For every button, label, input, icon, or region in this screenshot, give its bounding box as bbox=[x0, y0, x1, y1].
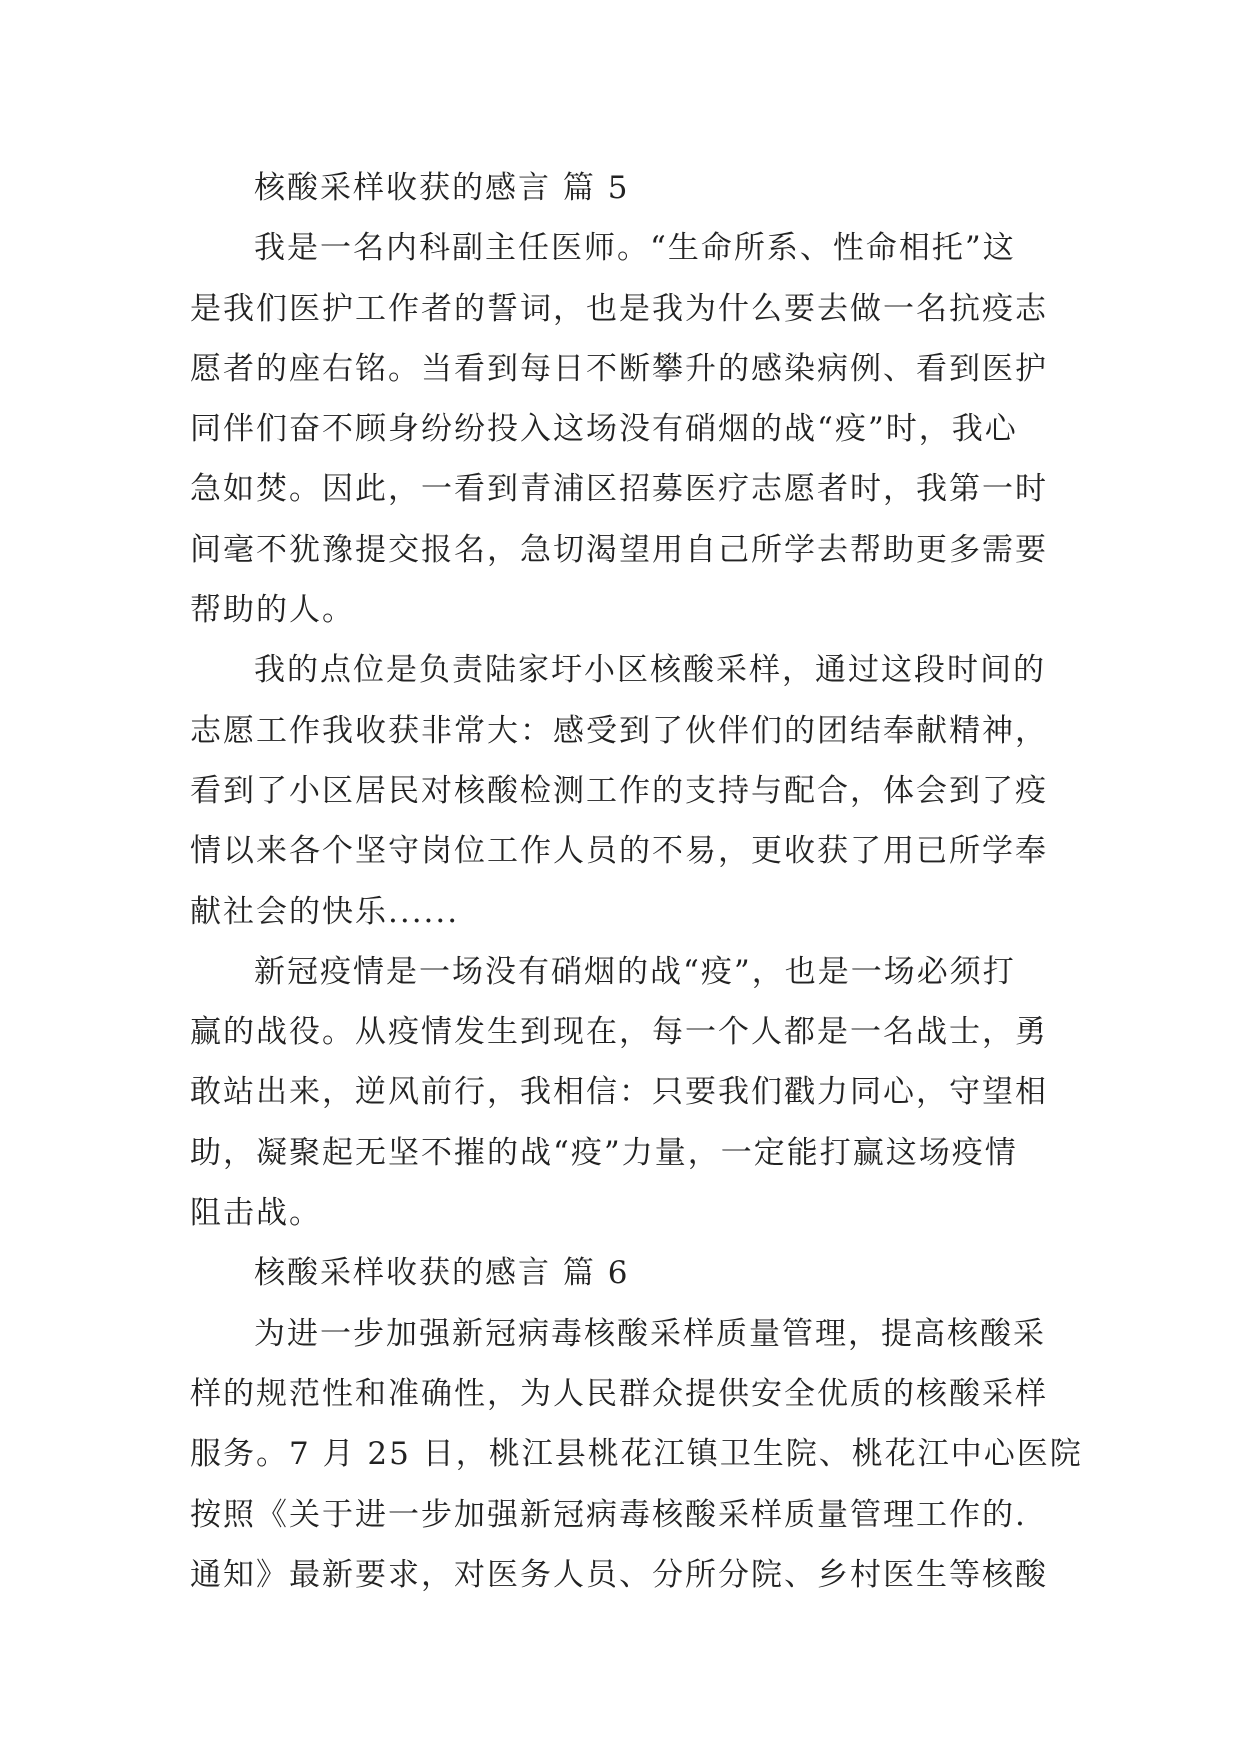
paragraph-line: 急如焚。因此，一看到青浦区招募医疗志愿者时，我第一时 bbox=[190, 471, 1048, 508]
paragraph-line: 我是一名内科副主任医师。“生命所系、性命相托”这 bbox=[254, 230, 1016, 267]
paragraph-line: 按照《关于进一步加强新冠病毒核酸采样质量管理工作的. bbox=[190, 1496, 1027, 1533]
paragraph-line: 是我们医护工作者的誓词，也是我为什么要去做一名抗疫志 bbox=[190, 290, 1048, 327]
paragraph-line: 通知》最新要求，对医务人员、分所分院、乡村医生等核酸 bbox=[190, 1556, 1048, 1593]
paragraph-line: 服务。7 月 25 日，桃江县桃花江镇卫生院、桃花江中心医院 bbox=[190, 1436, 1083, 1473]
paragraph-line: 看到了小区居民对核酸检测工作的支持与配合，体会到了疫 bbox=[190, 772, 1048, 809]
paragraph-line: 新冠疫情是一场没有硝烟的战“疫”，也是一场必须打 bbox=[254, 953, 1016, 990]
document-body bbox=[190, 158, 1083, 1605]
paragraph-line: 同伴们奋不顾身纷纷投入这场没有硝烟的战“疫”时，我心 bbox=[190, 411, 1018, 448]
paragraph-line: 助，凝聚起无坚不摧的战“疫”力量，一定能打赢这场疫情 bbox=[190, 1134, 1018, 1171]
paragraph-line: 帮助的人。 bbox=[190, 592, 355, 629]
paragraph-line: 间毫不犹豫提交报名，急切渴望用自己所学去帮助更多需要 bbox=[190, 531, 1048, 568]
section-heading-5: 核酸采样收获的感言 篇 5 bbox=[254, 170, 630, 206]
section-heading-6: 核酸采样收获的感言 篇 6 bbox=[254, 1255, 630, 1292]
paragraph-line: 样的规范性和准确性，为人民群众提供安全优质的核酸采样 bbox=[190, 1375, 1048, 1412]
paragraph-line: 赢的战役。从疫情发生到现在，每一个人都是一名战士，勇 bbox=[190, 1014, 1048, 1051]
paragraph-line: 献社会的快乐...... bbox=[190, 893, 460, 930]
paragraph-line: 为进一步加强新冠病毒核酸采样质量管理，提高核酸采 bbox=[254, 1315, 1046, 1352]
paragraph-line: 阻击战。 bbox=[190, 1195, 322, 1232]
paragraph-line: 志愿工作我收获非常大：感受到了伙伴们的团结奉献精神， bbox=[190, 712, 1048, 749]
paragraph-line: 情以来各个坚守岗位工作人员的不易，更收获了用已所学奉 bbox=[190, 833, 1048, 870]
paragraph-line: 我的点位是负责陆家圩小区核酸采样，通过这段时间的 bbox=[254, 652, 1046, 689]
paragraph-line: 敢站出来，逆风前行，我相信：只要我们戳力同心，守望相 bbox=[190, 1074, 1048, 1111]
paragraph-line: 愿者的座右铭。当看到每日不断攀升的感染病例、看到医护 bbox=[190, 350, 1048, 387]
